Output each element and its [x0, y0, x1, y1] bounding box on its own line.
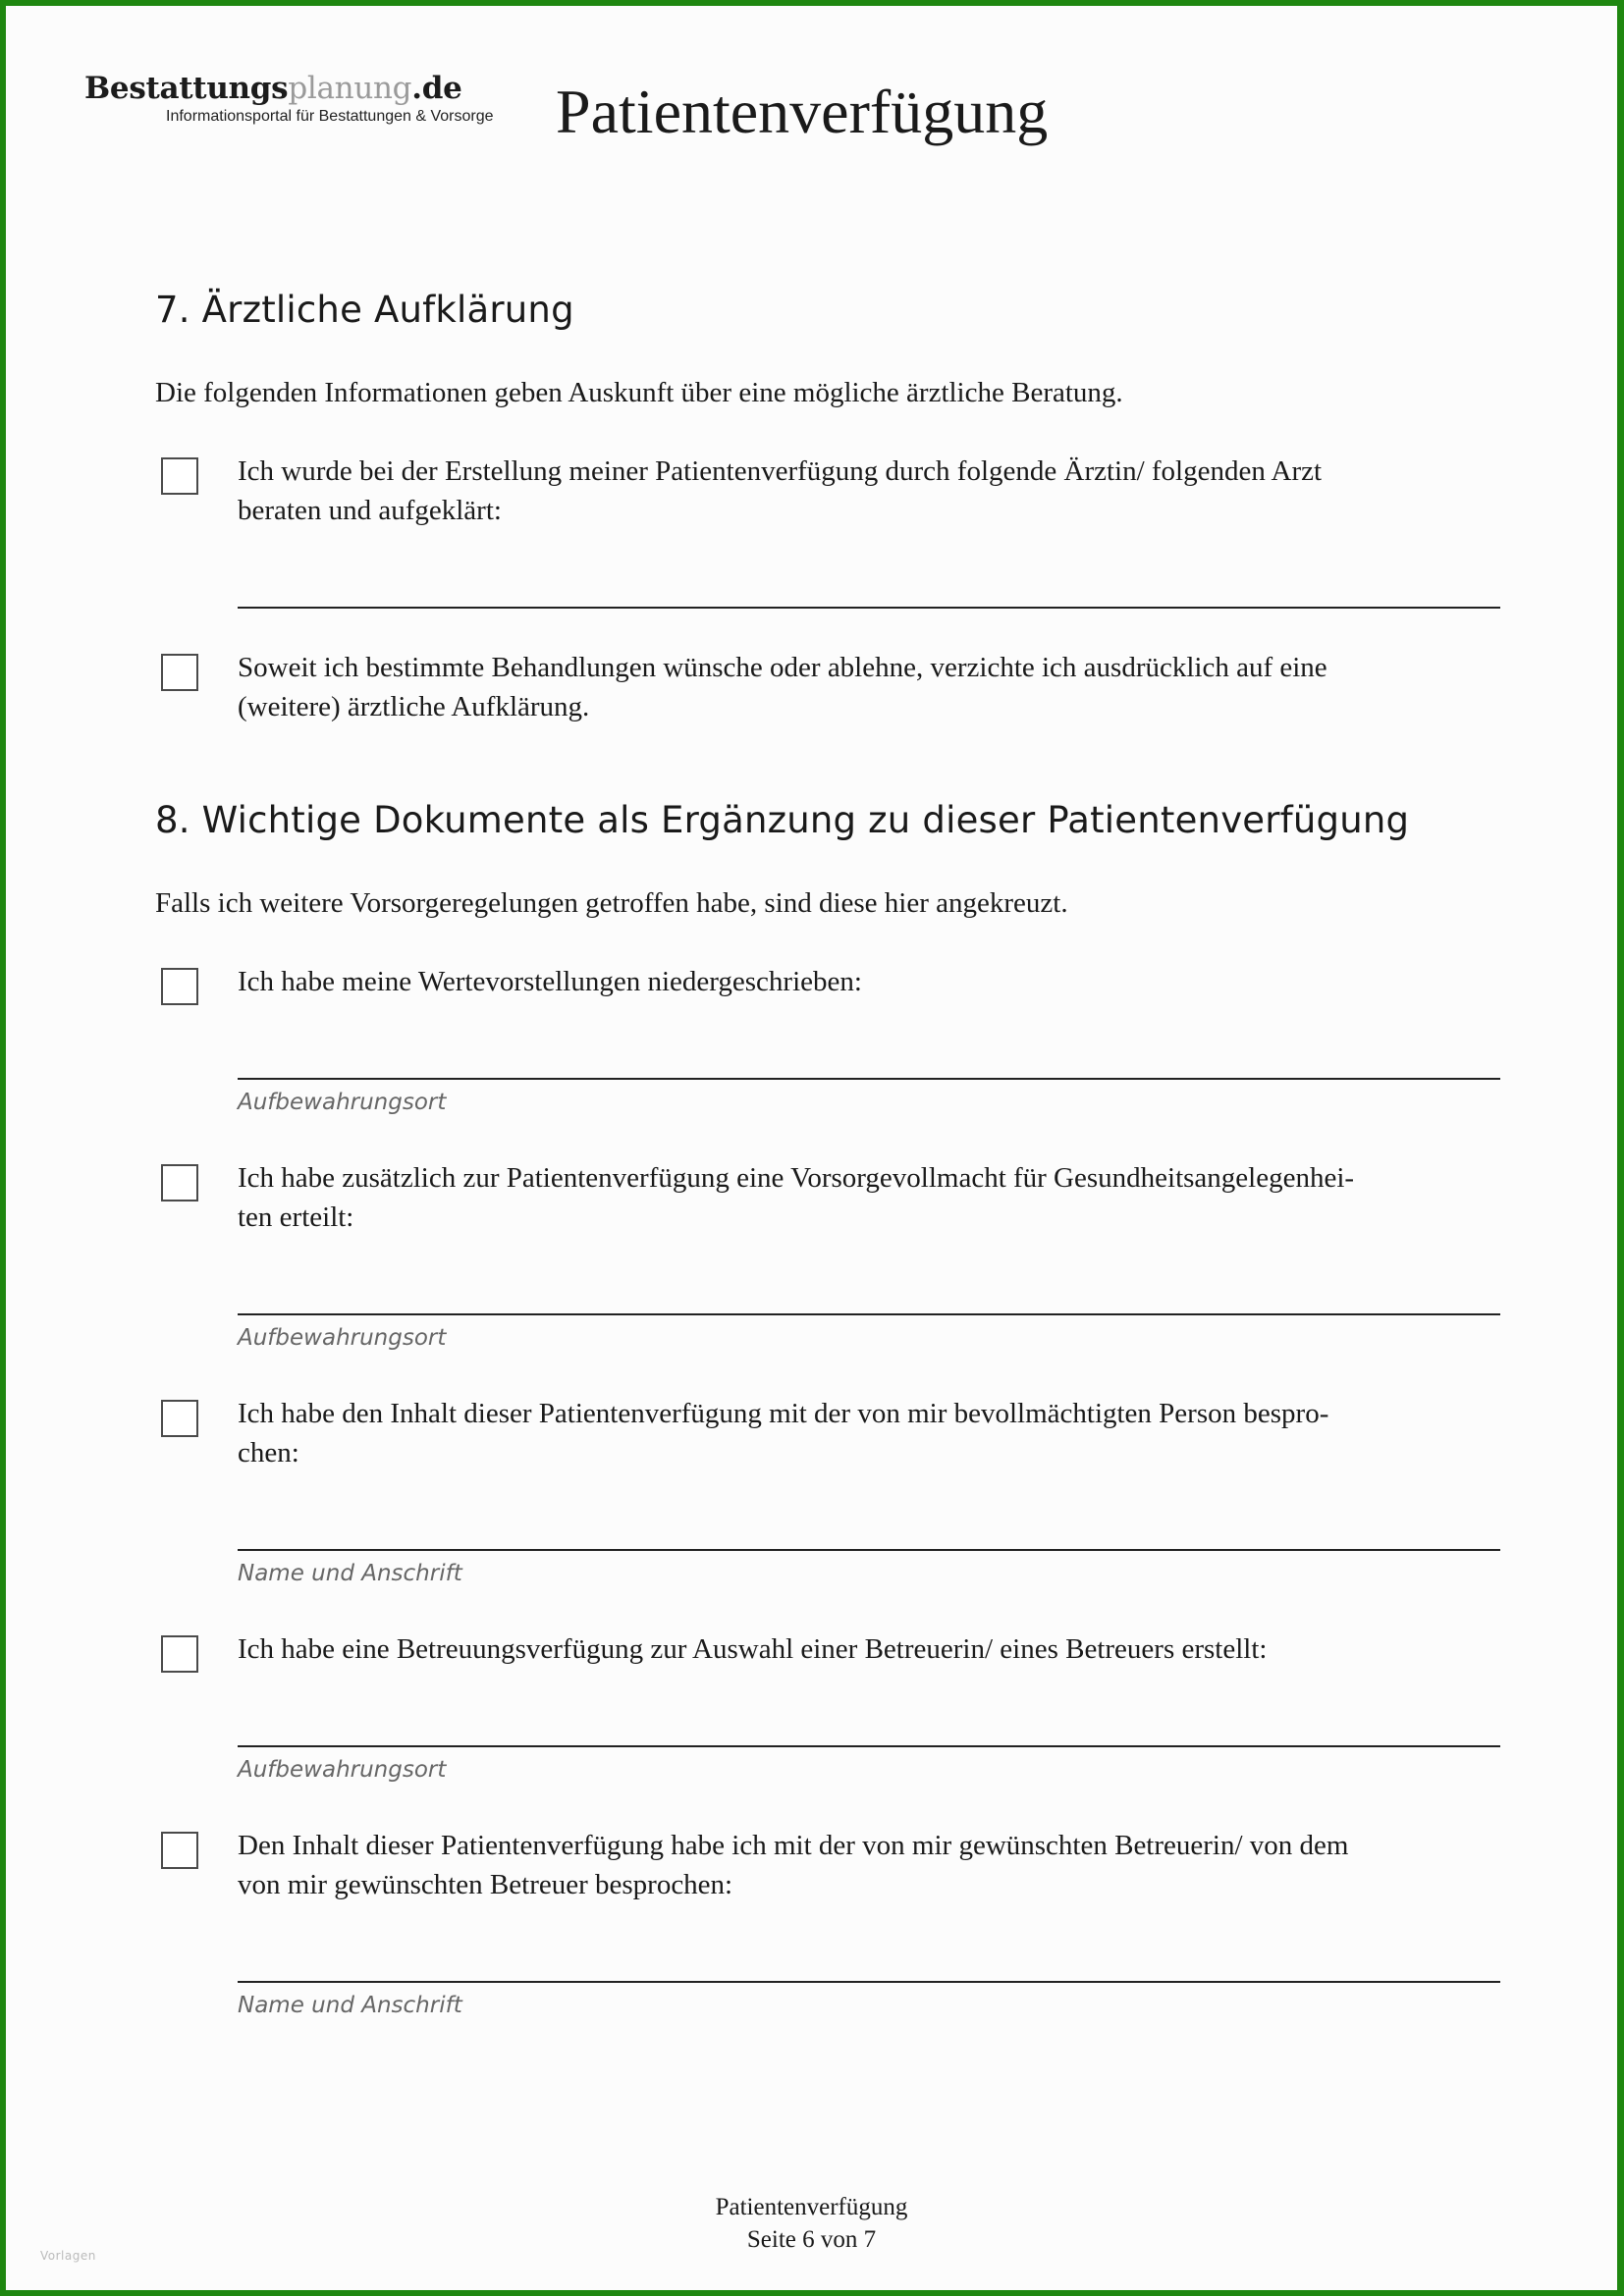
- fill-in-label: Name und Anschrift: [238, 1993, 462, 2018]
- item-text-line: Ich habe den Inhalt dieser Patientenverfügung mit der von mir bevollmächtigten Person bespro-: [238, 1398, 1329, 1429]
- page-number: Seite 6 von 7: [746, 2226, 877, 2253]
- fill-in-label: Aufbewahrungsort: [238, 1325, 447, 1351]
- item-text-line: Ich wurde bei der Erstellung meiner Patientenverfügung durch folgende Ärztin/ folgenden Arzt: [238, 455, 1323, 487]
- checkbox[interactable]: [161, 1400, 198, 1437]
- fill-in-line[interactable]: [238, 1078, 1500, 1080]
- site-logo: [84, 71, 536, 126]
- watermark: Vorlagen: [40, 2249, 96, 2263]
- item-text-line: chen:: [238, 1437, 299, 1468]
- checkbox[interactable]: [161, 1635, 198, 1673]
- item-text: [238, 648, 1514, 726]
- checkbox[interactable]: [161, 1164, 198, 1201]
- section-heading: 8. Wichtige Dokumente als Ergänzung zu dieser Patientenverfügung: [155, 799, 1410, 841]
- item-text: [238, 1158, 1514, 1237]
- fill-in-line[interactable]: [238, 1549, 1500, 1551]
- fill-in-line[interactable]: [238, 1313, 1500, 1315]
- item-text: [238, 962, 1514, 1001]
- fill-in-line[interactable]: [238, 1745, 1500, 1747]
- fill-in-label: Aufbewahrungsort: [238, 1757, 447, 1783]
- item-text: [238, 1394, 1514, 1472]
- page-footer: [6, 2191, 1617, 2256]
- checkbox[interactable]: [161, 654, 198, 691]
- checkbox[interactable]: [161, 457, 198, 495]
- section-intro: Falls ich weitere Vorsorgeregelungen getroffen habe, sind diese hier angekreuzt.: [155, 887, 1068, 919]
- document-page: [6, 6, 1617, 2290]
- item-text: [238, 452, 1514, 530]
- item-text-line: von mir gewünschten Betreuer besprochen:: [238, 1869, 733, 1900]
- logo-brand-light: planung: [288, 71, 412, 106]
- item-text-line: ten erteilt:: [238, 1201, 354, 1233]
- item-text-line: Ich habe zusätzlich zur Patientenverfügung eine Vorsorgevollmacht für Gesundheitsangelegenhei-: [238, 1162, 1355, 1194]
- checkbox[interactable]: [161, 1832, 198, 1869]
- item-text-line: beraten und aufgeklärt:: [238, 495, 502, 526]
- item-text: [238, 1629, 1514, 1669]
- section-intro: Die folgenden Informationen geben Auskunft über eine mögliche ärztliche Beratung.: [155, 377, 1123, 408]
- item-text-line: (weitere) ärztliche Aufklärung.: [238, 691, 590, 722]
- item-text-line: Ich habe eine Betreuungsverfügung zur Auswahl einer Betreuerin/ eines Betreuers erstellt:: [238, 1633, 1268, 1665]
- fill-in-label: Name und Anschrift: [238, 1561, 462, 1586]
- fill-in-line[interactable]: [238, 607, 1500, 609]
- item-text-line: Soweit ich bestimmte Behandlungen wünsche oder ablehne, verzichte ich ausdrücklich auf eine: [238, 652, 1327, 683]
- logo-wordmark: [84, 71, 536, 106]
- section-heading: 7. Ärztliche Aufklärung: [155, 289, 574, 331]
- logo-brand-tld: .de: [411, 71, 462, 106]
- item-text: [238, 1826, 1514, 1904]
- item-text-line: Ich habe meine Wertevorstellungen niedergeschrieben:: [238, 966, 862, 997]
- logo-tagline: Informationsportal für Bestattungen & Vorsorge: [166, 108, 494, 125]
- checkbox[interactable]: [161, 968, 198, 1005]
- document-title: Patientenverfügung: [556, 77, 1049, 146]
- fill-in-label: Aufbewahrungsort: [238, 1090, 447, 1115]
- fill-in-line[interactable]: [238, 1981, 1500, 1983]
- logo-brand-bold: Bestattungs: [84, 71, 289, 106]
- footer-title: Patientenverfügung: [715, 2194, 908, 2220]
- item-text-line: Den Inhalt dieser Patientenverfügung habe ich mit der von mir gewünschten Betreuerin/ von dem: [238, 1830, 1349, 1861]
